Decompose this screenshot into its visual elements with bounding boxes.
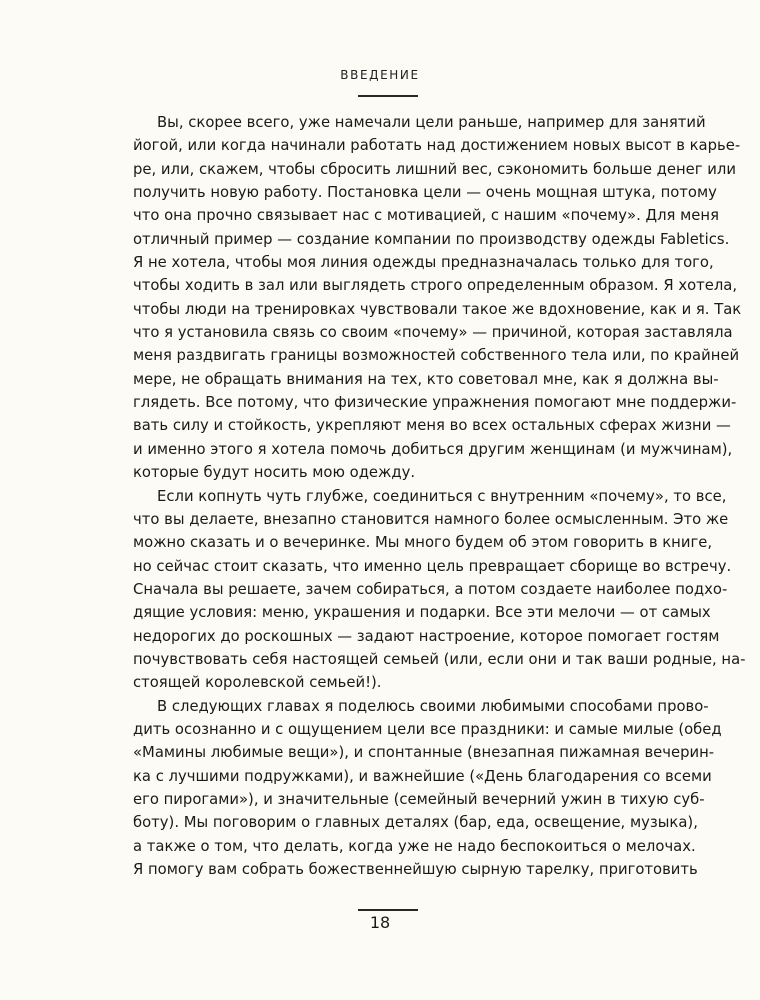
text-line: его пирогами»), и значительные (семейный вечерний ужин в тихую суб- bbox=[133, 790, 705, 808]
text-line: боту). Мы поговорим о главных деталях (бар, еда, освещение, музыка), bbox=[133, 814, 698, 832]
text-line: дящие условия: меню, украшения и подарки. Все эти мелочи — от самых bbox=[133, 604, 711, 622]
text-line: йогой, или когда начинали работать над достижением новых высот в карье- bbox=[133, 137, 741, 155]
text-line: недорогих до роскошных — задают настроение, которое помогает гостям bbox=[133, 627, 720, 645]
text-line: вать силу и стойкость, укрепляют меня во всех остальных сферах жизни — bbox=[133, 417, 731, 435]
text-line: стоящей королевской семьей!). bbox=[133, 674, 382, 692]
text-line: дить осознанно и с ощущением цели все праздники: и самые милые (обед bbox=[133, 720, 722, 738]
text-line: глядеть. Все потому, что физические упражнения помогают мне поддержи- bbox=[133, 394, 737, 412]
header-rule bbox=[358, 95, 418, 97]
text-line: что вы делаете, внезапно становится намного более осмысленным. Это же bbox=[133, 510, 729, 528]
text-line: Вы, скорее всего, уже намечали цели раньше, например для занятий bbox=[157, 114, 706, 131]
paragraph bbox=[133, 695, 722, 882]
page-number: 18 bbox=[369, 913, 391, 932]
text-line: Я помогу вам собрать божественнейшую сырную тарелку, приготовить bbox=[133, 861, 698, 878]
text-line: а также о том, что делать, когда уже не надо беспокоиться о мелочах. bbox=[133, 837, 696, 855]
text-line: меня раздвигать границы возможностей собственного тела или, по крайней bbox=[133, 347, 740, 365]
text-line: ка с лучшими подружками), и важнейшие («День благодарения со всеми bbox=[133, 767, 712, 785]
text-line: но сейчас стоит сказать, что именно цель превращает сборище во встречу. bbox=[133, 557, 732, 575]
text-line: чтобы люди на тренировках чувствовали такое же вдохновение, как и я. Так bbox=[133, 300, 742, 318]
paragraph bbox=[133, 111, 742, 485]
text-line: и именно этого я хотела помочь добиться другим женщинам (и мужчинам), bbox=[133, 440, 733, 458]
text-line: которые будут носить мою одежду. bbox=[133, 464, 416, 482]
text-line: Я не хотела, чтобы моя линия одежды предназначалась только для того, bbox=[133, 254, 714, 272]
text-line: ре, или, скажем, чтобы сбросить лишний вес, сэкономить больше денег или bbox=[133, 160, 736, 178]
paragraph bbox=[133, 485, 746, 695]
text-line: что она прочно связывает нас с мотивацией, с нашим «почему». Для меня bbox=[133, 207, 719, 225]
text-line: В следующих главах я поделюсь своими любимыми способами прово- bbox=[157, 697, 709, 715]
text-line: что я установила связь со своим «почему» — причиной, которая заставляла bbox=[133, 324, 733, 342]
footer-rule bbox=[358, 909, 418, 911]
text-line: Сначала вы решаете, зачем собираться, а потом создаете наиболее подхо- bbox=[133, 580, 728, 598]
text-line: можно сказать и о вечеринке. Мы много будем об этом говорить в книге, bbox=[133, 534, 713, 552]
text-line: отличный пример — создание компании по производству одежды Fabletics. bbox=[133, 230, 730, 248]
text-line: чтобы ходить в зал или выглядеть строго определенным образом. Я хотела, bbox=[133, 277, 738, 295]
text-line: Если копнуть чуть глубже, соединиться с внутренним «почему», то все, bbox=[157, 487, 727, 505]
text-line: почувствовать себя настоящей семьей (или, если они и так ваши родные, на- bbox=[133, 650, 746, 668]
text-line: «Мамины любимые вещи»), и спонтанные (внезапная пижамная вечерин- bbox=[133, 744, 715, 762]
body-text bbox=[133, 111, 746, 881]
running-head: ВВЕДЕНИЕ bbox=[340, 68, 420, 82]
text-line: получить новую работу. Постановка цели — очень мощная штука, потому bbox=[133, 184, 717, 202]
text-line: мере, не обращать внимания на тех, кто советовал мне, как я должна вы- bbox=[133, 370, 719, 388]
